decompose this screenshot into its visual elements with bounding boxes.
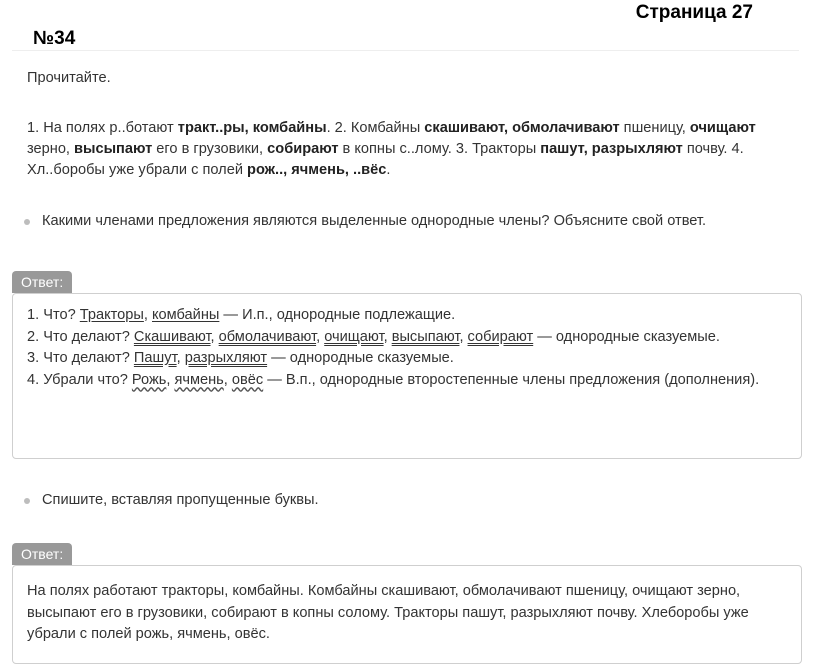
predicate-word: высыпают — [391, 328, 460, 345]
predicate-word: собирают — [467, 328, 534, 345]
object-word: овёс — [231, 371, 264, 388]
subject-word: Тракторы — [79, 307, 144, 323]
highlighted-members: рож.., ячмень, ..вёс — [247, 162, 387, 178]
answer-text: 4. Убрали что? — [27, 371, 132, 388]
answer-line-2: 2. Что делают? Скашивают, обмолачивают, очищают, высыпают, собирают — однородные сказуемые. — [27, 328, 720, 345]
question-1: Какими членами предложения являются выделенные однородные члены? Объясните свой ответ. — [27, 211, 787, 232]
highlighted-members: тракт..ры, комбайны — [177, 120, 327, 136]
text-part: почву. 4. Хл..боробы уже убрали с полей — [27, 141, 744, 178]
predicate-word: обмолачивают — [218, 328, 317, 345]
exercise-text — [27, 118, 787, 181]
answer-label-1: Ответ: — [12, 271, 72, 293]
answer-text: 3. Что делают? — [27, 350, 134, 366]
predicate-word: разрыхляют — [184, 350, 268, 366]
subject-word: комбайны — [152, 307, 220, 323]
predicate-word: Пашут — [133, 350, 177, 366]
answer-text: 2. Что делают? — [27, 328, 134, 345]
object-word: ячмень — [174, 371, 224, 388]
text-part: в копны с..лому. 3. Тракторы — [338, 141, 541, 157]
answer-text: — однородные сказуемые. — [533, 328, 720, 345]
answer-text: 1. Что? — [27, 307, 80, 323]
answer-line-1: 1. Что? Тракторы, комбайны — И.п., однородные подлежащие. — [27, 307, 456, 323]
text-part: . 2. Комбайны — [326, 120, 425, 136]
text-part: 1. На полях р..ботают — [27, 120, 178, 136]
highlighted-members: собирают — [267, 141, 339, 157]
text-part: пшеницу, — [619, 120, 690, 136]
exercise-content — [27, 68, 787, 232]
highlighted-members: очищают — [689, 120, 756, 136]
answer-label-2: Ответ: — [12, 543, 72, 565]
exercise-number: №34 — [33, 28, 76, 49]
object-word: Рожь — [131, 371, 167, 388]
highlighted-members: высыпают — [74, 141, 153, 157]
page-title: Страница 27 — [635, 2, 753, 23]
highlighted-members: скашивают, обмолачивают — [424, 120, 620, 136]
answer-text: — однородные сказуемые. — [267, 350, 454, 366]
text-part: его в грузовики, — [152, 141, 268, 157]
predicate-word: Скашивают — [133, 328, 211, 345]
text-part: зерно, — [27, 141, 75, 157]
answer-text: — В.п., однородные второстепенные члены предложения (дополнения). — [263, 371, 760, 388]
answer-line-3: 3. Что делают? Пашут, разрыхляют — однородные сказуемые. — [27, 350, 454, 366]
answer-2-text: На полях работают тракторы, комбайны. Комбайны скашивают, обмолачивают пшеницу, очищают зерно, высыпают его в грузовики, собирают в копны солому. Тракторы пашут, разрыхляют почву. Хлеборобы уже убрали с полей рожь, ячмень, овёс. — [27, 583, 749, 642]
answer-text: — И.п., однородные подлежащие. — [219, 307, 456, 323]
question-2: Спишите, вставляя пропущенные буквы. — [27, 490, 319, 511]
predicate-word: очищают — [324, 328, 384, 345]
instruction-text: Прочитайте. — [27, 70, 111, 86]
answer-line-4: 4. Убрали что? Рожь, ячмень, овёс — В.п., однородные второстепенные члены предложения (дополнения). — [27, 371, 760, 388]
answer-box-1 — [12, 293, 802, 459]
text-part: . — [386, 162, 391, 178]
highlighted-members: пашут, разрыхляют — [540, 141, 683, 157]
answer-box-2 — [12, 565, 802, 664]
header-divider — [12, 50, 799, 51]
